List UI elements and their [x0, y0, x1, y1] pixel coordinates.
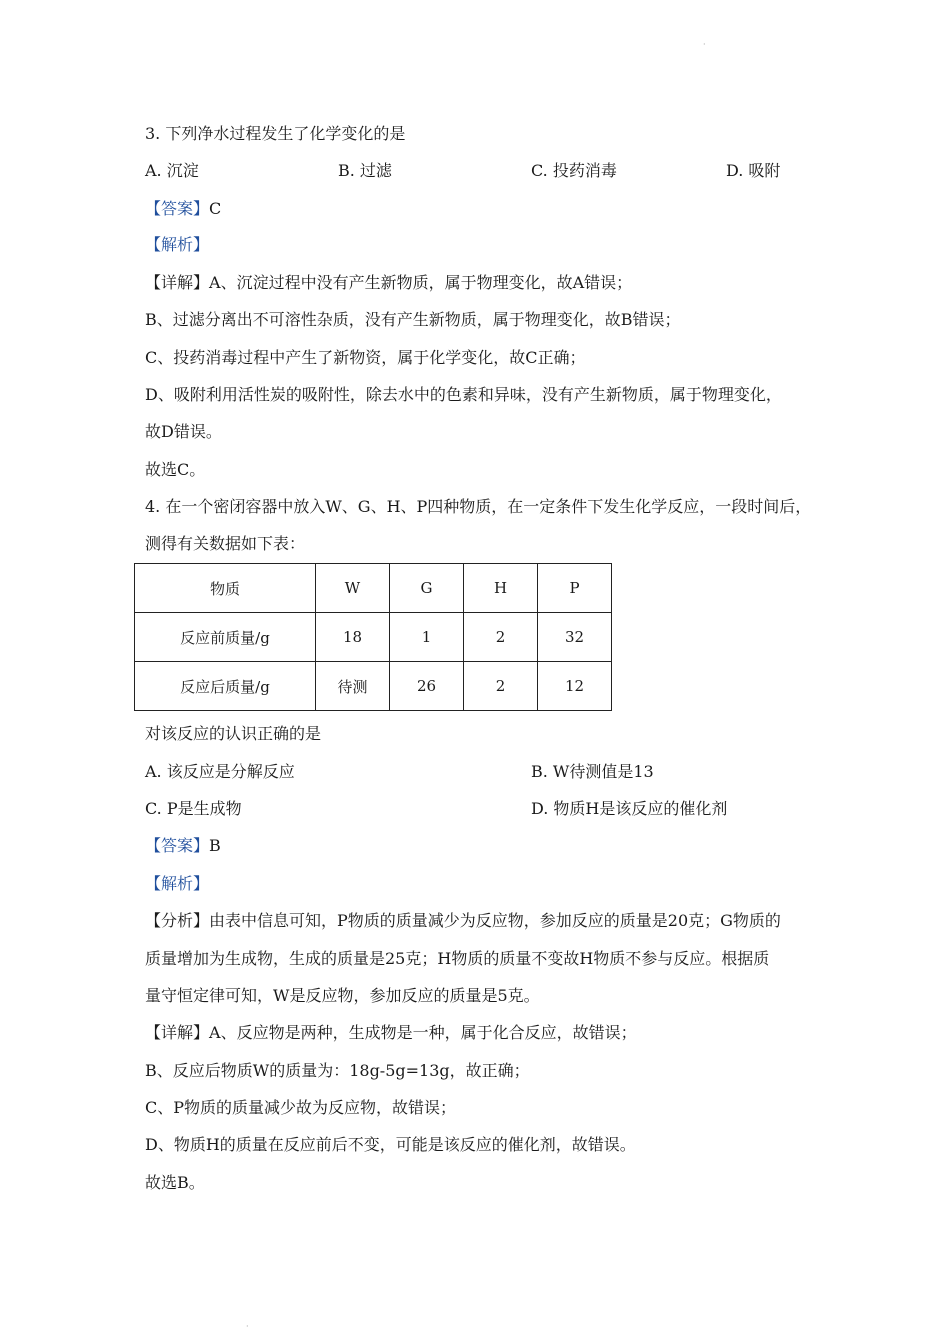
table-cell: 26 [390, 662, 464, 711]
table-header-cell: P [538, 564, 612, 613]
q3-answer [145, 198, 221, 220]
table-cell: 1 [390, 613, 464, 662]
q4-stem-line-2: 测得有关数据如下表： [145, 534, 306, 553]
q4-fenxi-line: 量守恒定律可知，W是反应物，参加反应的质量是5克。 [145, 986, 540, 1005]
q4-option-d: D. 物质H是该反应的催化剂 [531, 799, 728, 818]
table-row [135, 613, 612, 662]
top-dot-mark: · [703, 40, 706, 49]
table-cell: 反应前质量/g [135, 613, 316, 662]
table-header-cell: W [316, 564, 390, 613]
answer-value: B [209, 836, 221, 855]
bottom-dot-mark: · [246, 1322, 249, 1331]
q3-option-a: A. 沉淀 [145, 161, 199, 180]
q3-detail-line: 故D错误。 [145, 422, 222, 441]
q4-option-a: A. 该反应是分解反应 [145, 762, 295, 781]
q3-option-b: B. 过滤 [338, 161, 392, 180]
q3-detail-line: B、过滤分离出不可溶性杂质，没有产生新物质，属于物理变化，故B错误； [145, 310, 681, 329]
q4-analysis-tag [145, 873, 209, 895]
q4-detail-line: D、物质H的质量在反应前后不变，可能是该反应的催化剂，故错误。 [145, 1135, 636, 1154]
fenxi-tag: 【分析】 [145, 911, 210, 930]
q3-detail-line: D、吸附利用活性炭的吸附性，除去水中的色素和异味，没有产生新物质，属于物理变化， [145, 385, 782, 404]
fenxi-text: 由表中信息可知，P物质的质量减少为反应物，参加反应的质量是20克；G物质的 [209, 911, 781, 930]
q4-question: 对该反应的认识正确的是 [145, 724, 322, 743]
q3-conclusion: 故选C。 [145, 460, 206, 479]
q3-detail-line [145, 272, 632, 294]
detail-text: A、反应物是两种，生成物是一种，属于化合反应，故错误； [209, 1023, 637, 1042]
detail-tag: 【详解】 [145, 273, 210, 292]
q3-stem: 3. 下列净水过程发生了化学变化的是 [145, 124, 406, 143]
analysis-tag: 【解析】 [145, 874, 210, 893]
q4-answer [145, 835, 221, 857]
q4-conclusion: 故选B。 [145, 1173, 205, 1192]
detail-tag: 【详解】 [145, 1023, 210, 1042]
table-cell: 反应后质量/g [135, 662, 316, 711]
q4-option-b: B. W待测值是13 [531, 762, 654, 781]
answer-value: C [209, 199, 222, 218]
q4-stem-line-1: 4. 在一个密闭容器中放入W、G、H、P四种物质，在一定条件下发生化学反应，一段时间后， [145, 497, 812, 516]
q4-detail-line: B、反应后物质W的质量为：18g-5g=13g，故正确； [145, 1061, 530, 1080]
table-header-cell: H [464, 564, 538, 613]
table-row [135, 662, 612, 711]
q4-detail-line: C、P物质的质量减少故为反应物，故错误； [145, 1098, 457, 1117]
table-header-cell: G [390, 564, 464, 613]
table-cell: 32 [538, 613, 612, 662]
q3-analysis-tag [145, 234, 209, 256]
table-cell: 2 [464, 662, 538, 711]
table-cell: 12 [538, 662, 612, 711]
table-cell: 2 [464, 613, 538, 662]
q4-fenxi-line [145, 910, 781, 932]
table-header-cell: 物质 [135, 564, 316, 613]
table-cell: 18 [316, 613, 390, 662]
q3-option-d: D. 吸附 [726, 161, 781, 180]
q4-fenxi-line: 质量增加为生成物，生成的质量是25克；H物质的质量不变故H物质不参与反应。根据质 [145, 949, 770, 968]
q4-detail-line [145, 1022, 637, 1044]
table-cell: 待测 [316, 662, 390, 711]
table-header-row [135, 564, 612, 613]
q3-detail-line: C、投药消毒过程中产生了新物资，属于化学变化，故C正确； [145, 348, 586, 367]
answer-tag: 【答案】 [145, 836, 210, 855]
answer-tag: 【答案】 [145, 199, 210, 218]
q4-option-c: C. P是生成物 [145, 799, 242, 818]
q3-option-c: C. 投药消毒 [531, 161, 617, 180]
detail-text: A、沉淀过程中没有产生新物质，属于物理变化，故A错误； [209, 273, 633, 292]
analysis-tag: 【解析】 [145, 235, 210, 254]
q4-data-table [134, 563, 612, 711]
